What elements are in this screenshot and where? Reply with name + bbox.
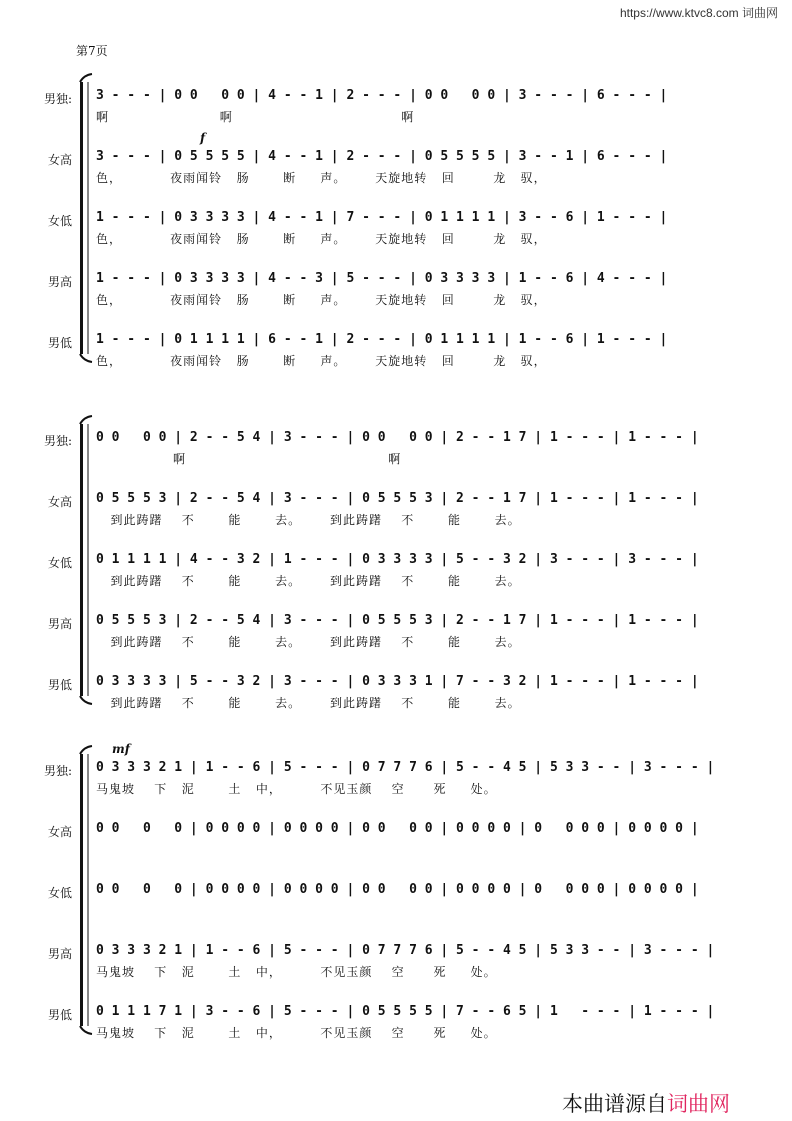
- lyric-line: 到此踌躇 不 能 去。 到此踌躇 不 能 去。: [96, 574, 521, 588]
- part-label: 男独:: [43, 764, 72, 778]
- notation-line: 0 3 3 3 3 | 5 - - 3 2 | 3 - - - | 0 3 3 3 1 | 7 - - 3 2 | 1 - - - | 1 - - - |: [96, 674, 699, 689]
- part-label: 男高: [47, 275, 72, 289]
- part-label: 女低: [47, 214, 72, 228]
- part-label: 男独:: [43, 92, 72, 106]
- notation-line: 0 5 5 5 3 | 2 - - 5 4 | 3 - - - | 0 5 5 5 3 | 2 - - 1 7 | 1 - - - | 1 - - - |: [96, 491, 699, 506]
- lyric-line: 啊 啊 啊: [96, 110, 415, 124]
- header-site-text: 词曲网: [741, 6, 778, 20]
- notation-line: 1 - - - | 0 3 3 3 3 | 4 - - 3 | 5 - - - | 0 3 3 3 3 | 1 - - 6 | 4 - - - |: [96, 271, 668, 286]
- part-label: 女高: [47, 495, 72, 509]
- notation-line: 0 3 3 3 2 1 | 1 - - 6 | 5 - - - | 0 7 7 7 6 | 5 - - 4 5 | 5 3 3 - - | 3 - - - |: [96, 760, 715, 775]
- bracket-curl-top: [80, 746, 92, 754]
- lyric-line: 啊 啊: [96, 452, 402, 466]
- lyric-line: 马鬼坡 下 泥 土 中， 不见玉颜 空 死 处。: [96, 782, 497, 796]
- bracket-curl-top: [80, 74, 92, 82]
- bracket-bar: [80, 754, 83, 1026]
- notation-line: 0 1 1 1 1 | 4 - - 3 2 | 1 - - - | 0 3 3 3 3 | 5 - - 3 2 | 3 - - - | 3 - - - |: [96, 552, 699, 567]
- notation-line: 0 1 1 1 7 1 | 3 - - 6 | 5 - - - | 0 5 5 5 5 | 7 - - 6 5 | 1 - - - | 1 - - - |: [96, 1004, 715, 1019]
- bracket-bar: [80, 82, 83, 354]
- notation-line: 0 0 0 0 | 0 0 0 0 | 0 0 0 0 | 0 0 0 0 | 0 0 0 0 | 0 0 0 0 | 0 0 0 0 |: [96, 821, 699, 836]
- notation-line: 1 - - - | 0 3 3 3 3 | 4 - - 1 | 7 - - - | 0 1 1 1 1 | 3 - - 6 | 1 - - - |: [96, 210, 668, 225]
- lyric-line: 色， 夜雨闻铃 肠 断 声。 天旋地转 回 龙 驭，: [96, 232, 547, 246]
- bracket-curl-bottom: [80, 696, 92, 704]
- footer-site[interactable]: 词曲网: [667, 1092, 730, 1116]
- page-label: 第7页: [76, 44, 108, 58]
- bracket-curl-top: [80, 416, 92, 424]
- part-label: 女高: [47, 153, 72, 167]
- part-label: 男独:: [43, 434, 72, 448]
- notation-line: 3 - - - | 0 0 0 0 | 4 - - 1 | 2 - - - | 0 0 0 0 | 3 - - - | 6 - - - |: [96, 88, 668, 103]
- part-label: 女高: [47, 825, 72, 839]
- lyric-line: 色， 夜雨闻铃 肠 断 声。 天旋地转 回 龙 驭，: [96, 171, 547, 185]
- notation-line: 0 0 0 0 | 2 - - 5 4 | 3 - - - | 0 0 0 0 | 2 - - 1 7 | 1 - - - | 1 - - - |: [96, 430, 699, 445]
- footer-prefix: 本曲谱源自: [562, 1092, 667, 1116]
- lyric-line: 到此踌躇 不 能 去。 到此踌躇 不 能 去。: [96, 635, 521, 649]
- lyric-line: 色， 夜雨闻铃 肠 断 声。 天旋地转 回 龙 驭，: [96, 354, 547, 368]
- bracket-curl-bottom: [80, 354, 92, 362]
- part-label: 男高: [47, 947, 72, 961]
- header-url: [620, 4, 778, 21]
- notation-line: 0 0 0 0 | 0 0 0 0 | 0 0 0 0 | 0 0 0 0 | 0 0 0 0 | 0 0 0 0 | 0 0 0 0 |: [96, 882, 699, 897]
- lyric-line: 到此踌躇 不 能 去。 到此踌躇 不 能 去。: [96, 513, 521, 527]
- notation-line: 1 - - - | 0 1 1 1 1 | 6 - - 1 | 2 - - - | 0 1 1 1 1 | 1 - - 6 | 1 - - - |: [96, 332, 668, 347]
- notation-line: 3 - - - | 0 5 5 5 5 | 4 - - 1 | 2 - - - | 0 5 5 5 5 | 3 - - 1 | 6 - - - |: [96, 149, 668, 164]
- footer-credit: [562, 1088, 730, 1118]
- bracket-curl-bottom: [80, 1026, 92, 1034]
- part-label: 男低: [47, 336, 72, 350]
- lyric-line: 到此踌躇 不 能 去。 到此踌躇 不 能 去。: [96, 696, 521, 710]
- dynamic-mark: mf: [112, 742, 130, 756]
- part-label: 男低: [47, 1008, 72, 1022]
- part-label: 男低: [47, 678, 72, 692]
- part-label: 女低: [47, 886, 72, 900]
- bracket-bar: [80, 424, 83, 696]
- notation-line: 0 3 3 3 2 1 | 1 - - 6 | 5 - - - | 0 7 7 7 6 | 5 - - 4 5 | 5 3 3 - - | 3 - - - |: [96, 943, 715, 958]
- notation-line: 0 5 5 5 3 | 2 - - 5 4 | 3 - - - | 0 5 5 5 3 | 2 - - 1 7 | 1 - - - | 1 - - - |: [96, 613, 699, 628]
- lyric-line: 马鬼坡 下 泥 土 中， 不见玉颜 空 死 处。: [96, 1026, 497, 1040]
- dynamic-mark: f: [200, 131, 206, 145]
- lyric-line: 色， 夜雨闻铃 肠 断 声。 天旋地转 回 龙 驭，: [96, 293, 547, 307]
- lyric-line: 马鬼坡 下 泥 土 中， 不见玉颜 空 死 处。: [96, 965, 497, 979]
- part-label: 男高: [47, 617, 72, 631]
- header-url-text: https://www.ktvc8.com: [619, 6, 739, 20]
- part-label: 女低: [47, 556, 72, 570]
